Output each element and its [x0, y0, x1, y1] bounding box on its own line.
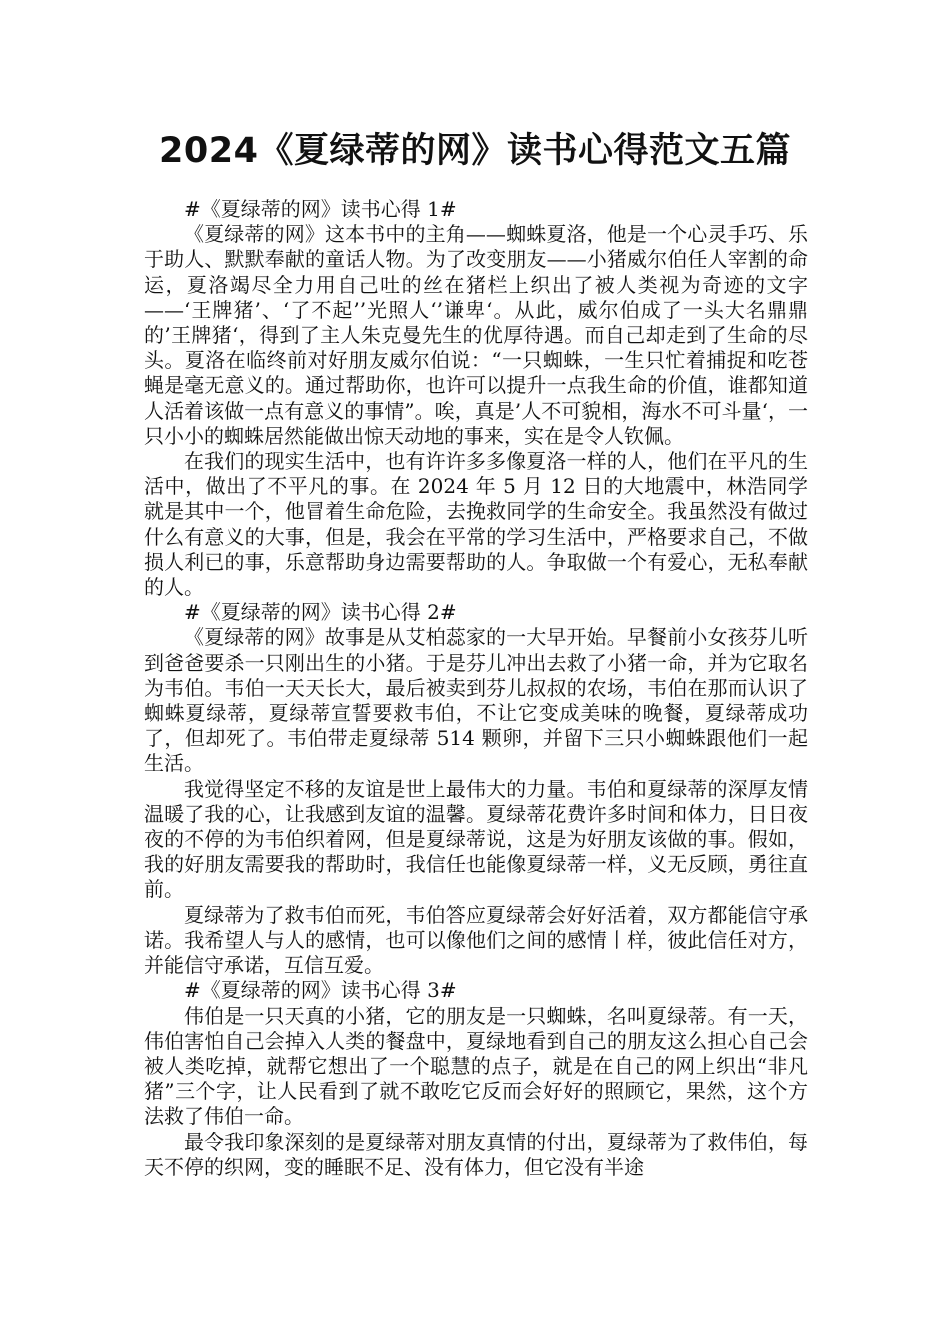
paragraph: 最令我印象深刻的是夏绿蒂对朋友真情的付出，夏绿蒂为了救伟伯，每天不停的织网，变的睡眠不足、没有体力，但它没有半途: [144, 1129, 808, 1179]
paragraph: 伟伯是一只天真的小猪，它的朋友是一只蜘蛛，名叫夏绿蒂。有一天，伟伯害怕自己会掉入人类的餐盘中，夏绿地看到自己的朋友这么担心自己会被人类吃掉，就帮它想出了一个聪慧的点子，就是在自己的网上织出“非凡猪”三个字，让人民看到了就不敢吃它反而会好好的照顾它，果然，这个方法救了伟伯一命。: [144, 1003, 808, 1129]
document-title: 2024《夏绿蒂的网》读书心得范文五篇: [159, 131, 791, 171]
paragraph: 夏绿蒂为了救韦伯而死，韦伯答应夏绿蒂会好好活着，双方都能信守承诺。我希望人与人的感情，也可以像他们之间的感情丨样，彼此信任对方，并能信守承诺，互信互爱。: [144, 902, 808, 978]
paragraph: 我觉得坚定不移的友谊是世上最伟大的力量。韦伯和夏绿蒂的深厚友情温暖了我的心，让我感到友谊的温馨。夏绿蒂花费许多时间和体力，日日夜夜的不停的为韦伯织着网，但是夏绿蒂说，这是为好朋友该做的事。假如，我的好朋友需要我的帮助时，我信任也能像夏绿蒂一样，义无反顾，勇往直前。: [144, 776, 808, 902]
paragraph: 《夏绿蒂的网》故事是从艾柏蕊家的一大早开始。早餐前小女孩芬儿听到爸爸要杀一只刚出生的小猪。于是芬儿冲出去救了小猪一命，并为它取名为韦伯。韦伯一天天长大，最后被卖到芬儿叔叔的农场，韦伯在那而认识了蜘蛛夏绿蒂，夏绿蒂宣誓要救韦伯，不让它变成美味的晚餐，夏绿蒂成功了，但却死了。韦伯带走夏绿蒂 514 颗卵，并留下三只小蜘蛛跟他们一起生活。: [144, 625, 808, 776]
section-heading: #《夏绿蒂的网》读书心得 3#: [184, 978, 457, 1003]
section-heading: #《夏绿蒂的网》读书心得 2#: [184, 600, 457, 625]
section-heading: #《夏绿蒂的网》读书心得 1#: [184, 197, 457, 221]
paragraph: 《夏绿蒂的网》这本书中的主角——蜘蛛夏洛，他是一个心灵手巧、乐于助人、默默奉献的童话人物。为了改变朋友——小猪威尔伯任人宰割的命运，夏洛竭尽全力用自己吐的丝在猪栏上织出了被人类视为奇迹的文字——‘王牌猪’、‘了不起’’光照人‘’谦卑‘。从此，威尔伯成了一头大名鼎鼎的’王牌猪‘，得到了主人朱克曼先生的优厚待遇。而自己却走到了生命的尽头。夏洛在临终前对好朋友威尔伯说：“一只蜘蛛，一生只忙着捕捉和吃苍蝇是毫无意义的。通过帮助你，也许可以提升一点我生命的价值，谁都知道人活着该做一点有意义的事情”。唉，真是’人不可貌相，海水不可斗量‘，一只小小的蜘蛛居然能做出惊天动地的事来，实在是令人钦佩。: [144, 222, 808, 448]
paragraph: 在我们的现实生活中，也有许许多多像夏洛一样的人，他们在平凡的生活中，做出了不平凡的事。在 2024 年 5 月 12 日的大地震中，林浩同学就是其中一个，他冒着生命危险，去挽救同学的生命安全。我虽然没有做过什么有意义的大事，但是，我会在平常的学习生活中，严格要求自己，不做损人利已的事，乐意帮助身边需要帮助的人。争取做一个有爱心，无私奉献的人。: [144, 449, 808, 600]
document-body: [144, 197, 808, 1180]
